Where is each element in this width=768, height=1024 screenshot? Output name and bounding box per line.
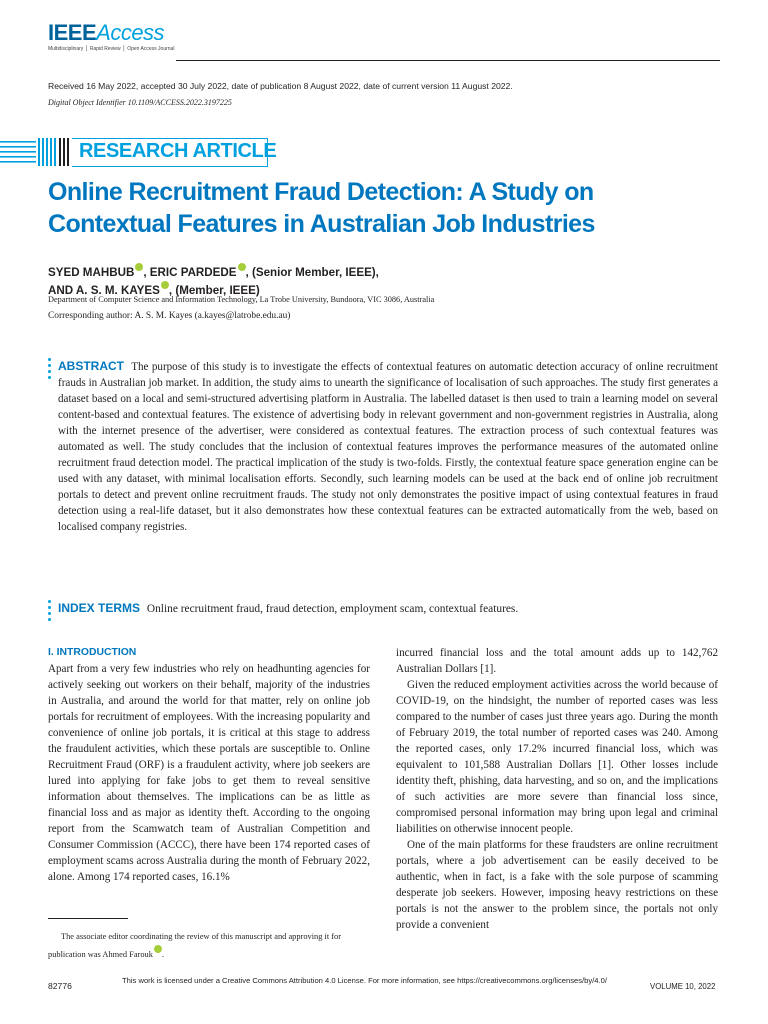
footnote-text: The associate editor coordinating the review of this manuscript and approving it for publication was Ahmed Farouk: [48, 932, 342, 959]
volume-info: VOLUME 10, 2022: [650, 982, 716, 991]
orcid-icon[interactable]: [154, 945, 162, 953]
journal-logo: [48, 22, 164, 44]
abstract-text: The purpose of this study is to investigate the effects of contextual features on automatic detection accuracy of online recruitment frauds in Australian job market. In addition, the study aims to unearth the significance of localisation of such approaches. The study first generates a dataset based on a local and semi-structured advertising platform in Australia. The labelled dataset is then used to train a learning model on several content-based and contextual features. The existence of advertising body in relevant government and non-government registries in Australia, along with the internet presence of the advertiser, were considered as contextual features. The extraction process of such contextual features was automated as well. The study concludes that the inclusion of contextual features improves the performance measures of the automated online recruitment fraud detection model. The practical implication of the study is two-folds. Firstly, the contextual feature space generation engine can be used with any dataset, with minimal localisation efforts. Secondly, such learning models can be used at the back end of online job recruitment portals to detect and prevent online recruitment frauds. The study not only demonstrates the positive impact of using contextual features in fraud detection using a real-life dataset, but it also demonstrates how these contextual features can be extracted automatically from the web, based on localised company registries.: [58, 361, 718, 533]
paper-title: Online Recruitment Fraud Detection: A Study on Contextual Features in Australian Job Industries: [48, 178, 595, 238]
editor-footnote: The associate editor coordinating the review of this manuscript and approving it for publication was Ahmed Farouk .: [48, 932, 342, 959]
index-terms-dots-icon: [48, 600, 52, 624]
abstract-label: ABSTRACT: [58, 359, 124, 373]
abstract-dots-icon: [48, 358, 52, 382]
index-terms-label: INDEX TERMS: [58, 601, 141, 615]
author-name: SYED MAHBUB: [48, 265, 135, 279]
author-role: , (Member, IEEE): [168, 283, 260, 297]
header-divider: [176, 60, 720, 61]
received-dates: Received 16 May 2022, accepted 30 July 2022, date of publication 8 August 2022, date of current version 11 August 2022.: [48, 81, 513, 91]
orcid-icon[interactable]: [238, 263, 246, 271]
banner-stripes-icon: [0, 138, 72, 166]
left-column: [48, 645, 370, 885]
journal-name-italic: Access: [96, 20, 165, 45]
journal-tagline: Multidisciplinary ⎪ Rapid Review ⎪ Open Access Journal: [48, 46, 175, 52]
abstract: [58, 358, 718, 535]
author-role: , (Senior Member, IEEE),: [245, 265, 379, 279]
paragraph: Apart from a very few industries who rely on headhunting agencies for actively seeking out workers on their behalf, majority of the industries in Australia, and around the world for that matter, rely on online job portals for recruitment of employees. With the increasing popularity and convenience of online job portals, it is critical at this stage to address the fraudulent activities, which these portals are susceptible to. Online Recruitment Fraud (ORF) is a fraudulent activity, where job seekers are lured into applying for fake jobs to get them to reveal sensitive information about themselves. The implications can be as little as financial loss and as major as identity theft. According to the ongoing report from the Scamwatch team of Australian Competition and Consumer Commission (ACCC), there have been 174 reported cases of employment scams across Australia during the month of February 2022, alone. Among 174 reported cases, 16.1%: [48, 663, 370, 883]
footnote-divider: [48, 918, 128, 919]
paragraph: incurred financial loss and the total amount adds up to 142,762 Australian Dollars [1].: [396, 647, 718, 675]
paragraph: Given the reduced employment activities across the world because of COVID-19, on the hindsight, the number of reported cases was less compared to the number of cases just three years ago. During the month of February 2019, the total number of reported cases was 240. Among the reported cases, only 17.2% incurred financial loss, which was equivalent to 101,588 Australian Dollars [1]. Other losses include identity theft, phishing, data harvesting, and so on, and the implications of such activities are more severe than financial loss since, compromised personal information may bring upon legal and criminal liabilities on otherwise innocent people.: [396, 679, 718, 835]
orcid-icon[interactable]: [161, 281, 169, 289]
author-name: AND A. S. M. KAYES: [48, 283, 160, 297]
index-terms-text: Online recruitment fraud, fraud detection, employment scam, contextual features.: [146, 603, 519, 615]
author-list: [48, 263, 508, 299]
author-name: , ERIC PARDEDE: [143, 265, 237, 279]
paragraph: One of the main platforms for these fraudsters are online recruitment portals, where a job advertisement can be easily deceived to be authentic, when in fact, is a fake with the sole purpose of scamming desperate job seekers. However, imposing heavy restrictions on these portals is not the answer to the problem since, the portals not only provide a convenient: [396, 839, 718, 931]
page-number: 82776: [48, 981, 72, 991]
right-column: [396, 645, 718, 933]
doi: Digital Object Identifier 10.1109/ACCESS.2022.3197225: [48, 98, 232, 107]
corresponding-author: Corresponding author: A. S. M. Kayes (a.kayes@latrobe.edu.au): [48, 311, 291, 321]
journal-name-bold: IEEE: [48, 20, 97, 45]
index-terms: [58, 600, 718, 617]
section-heading: I. INTRODUCTION: [48, 647, 137, 658]
license-notice[interactable]: This work is licensed under a Creative Commons Attribution 4.0 License. For more information, see https://creativecommons.org/licenses/by/4.0/: [122, 976, 607, 985]
affiliation: Department of Computer Science and Information Technology, La Trobe University, Bundoora, VIC 3086, Australia: [48, 295, 435, 304]
article-type: RESEARCH ARTICLE: [79, 140, 277, 162]
